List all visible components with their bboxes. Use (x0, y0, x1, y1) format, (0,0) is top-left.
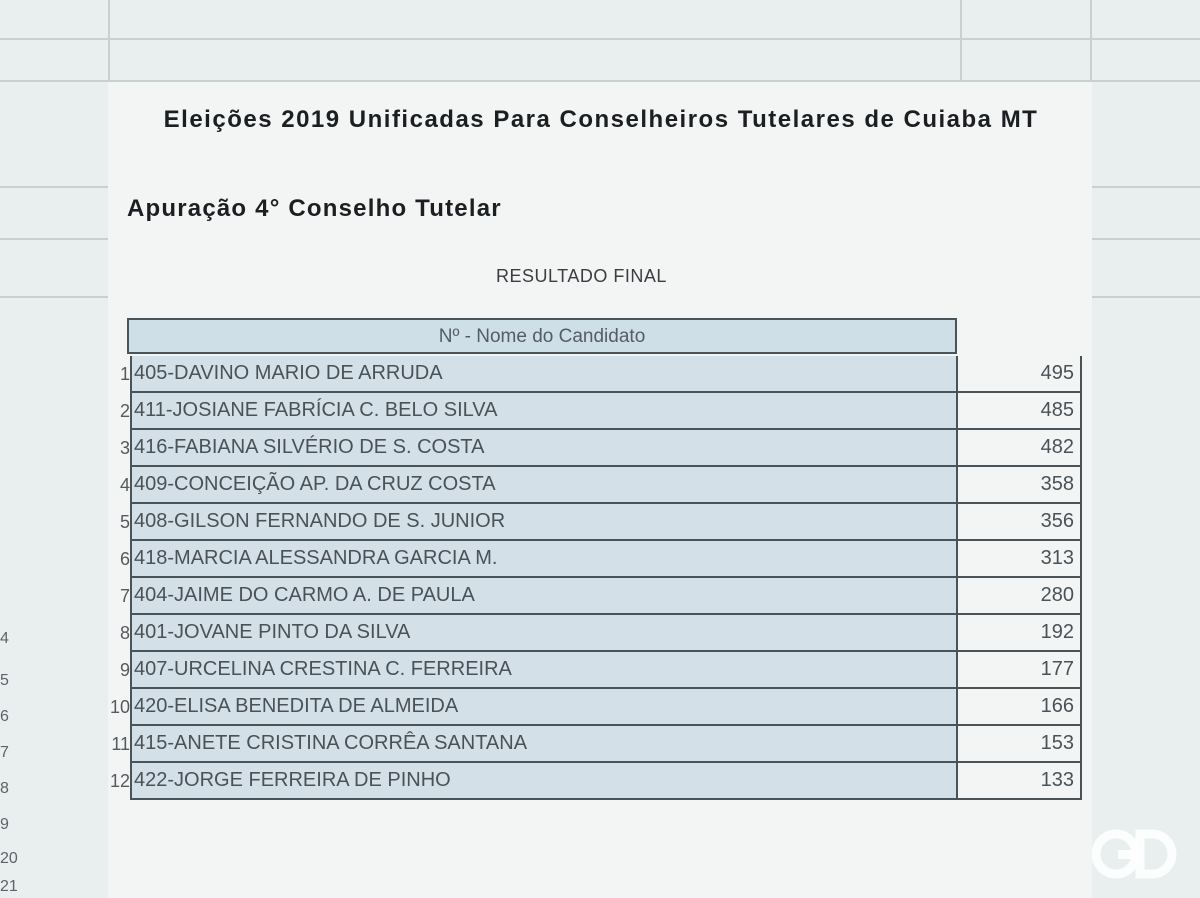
table-row (108, 541, 1088, 578)
table-header: Nº - Nome do Candidato (127, 318, 957, 354)
votes-cell: 166 (958, 689, 1082, 726)
result-heading: RESULTADO FINAL (496, 266, 667, 286)
candidate-name-cell: 409-CONCEIÇÃO AP. DA CRUZ COSTA (130, 467, 958, 504)
row-position: 10 (109, 697, 130, 717)
votes-cell: 482 (958, 430, 1082, 467)
row-position: 11 (111, 734, 130, 754)
document-title: Eleições 2019 Unificadas Para Conselheiros Tutelares de Cuiaba MT (163, 106, 1039, 133)
table-row (108, 652, 1088, 689)
candidate-name-cell: 404-JAIME DO CARMO A. DE PAULA (130, 578, 958, 615)
sheet-row-number: 20 (0, 850, 18, 867)
document-subtitle: Apuração 4° Conselho Tutelar (127, 195, 502, 222)
votes-cell: 356 (958, 504, 1082, 541)
row-position: 1 (119, 364, 130, 384)
row-position: 12 (109, 771, 130, 791)
candidate-name-cell: 420-ELISA BENEDITA DE ALMEIDA (130, 689, 958, 726)
candidate-name-cell: 416-FABIANA SILVÉRIO DE S. COSTA (130, 430, 958, 467)
table-row (108, 356, 1088, 393)
table-row (108, 615, 1088, 652)
table-row (108, 430, 1088, 467)
votes-cell: 485 (958, 393, 1082, 430)
row-position: 5 (119, 512, 130, 532)
candidate-name-cell: 411-JOSIANE FABRÍCIA C. BELO SILVA (130, 393, 958, 430)
votes-cell: 495 (958, 356, 1082, 393)
sheet-row-number: 21 (0, 878, 18, 895)
votes-cell: 192 (958, 615, 1082, 652)
sheet-row-number: 8 (0, 780, 9, 797)
sheet-row-number: 7 (0, 744, 9, 761)
table-row (108, 763, 1088, 800)
row-position: 2 (119, 401, 130, 421)
votes-cell: 313 (958, 541, 1082, 578)
votes-cell: 133 (958, 763, 1082, 800)
votes-cell: 280 (958, 578, 1082, 615)
candidate-name-cell: 401-JOVANE PINTO DA SILVA (130, 615, 958, 652)
sheet-row-number: 9 (0, 816, 9, 833)
table-row (108, 504, 1088, 541)
candidate-name-cell: 405-DAVINO MARIO DE ARRUDA (130, 356, 958, 393)
row-position: 9 (119, 660, 130, 680)
sheet-row-number: 6 (0, 708, 9, 725)
table-row (108, 467, 1088, 504)
table-row (108, 578, 1088, 615)
votes-cell: 153 (958, 726, 1082, 763)
table-row (108, 393, 1088, 430)
row-position: 7 (119, 586, 130, 606)
candidate-name-cell: 422-JORGE FERREIRA DE PINHO (130, 763, 958, 800)
table-row (108, 726, 1088, 763)
grid-line (0, 38, 1200, 40)
sheet-row-number: 4 (0, 630, 9, 647)
candidate-name-cell: 418-MARCIA ALESSANDRA GARCIA M. (130, 541, 958, 578)
row-position: 3 (119, 438, 130, 458)
sheet-row-number: 5 (0, 672, 9, 689)
row-position: 4 (119, 475, 130, 495)
candidate-name-cell: 408-GILSON FERNANDO DE S. JUNIOR (130, 504, 958, 541)
row-position: 8 (119, 623, 130, 643)
votes-cell: 358 (958, 467, 1082, 504)
row-position: 6 (119, 549, 130, 569)
table-row (108, 689, 1088, 726)
gd-logo-watermark (1092, 826, 1178, 882)
votes-cell: 177 (958, 652, 1082, 689)
candidate-name-cell: 407-URCELINA CRESTINA C. FERREIRA (130, 652, 958, 689)
candidate-name-cell: 415-ANETE CRISTINA CORRÊA SANTANA (130, 726, 958, 763)
